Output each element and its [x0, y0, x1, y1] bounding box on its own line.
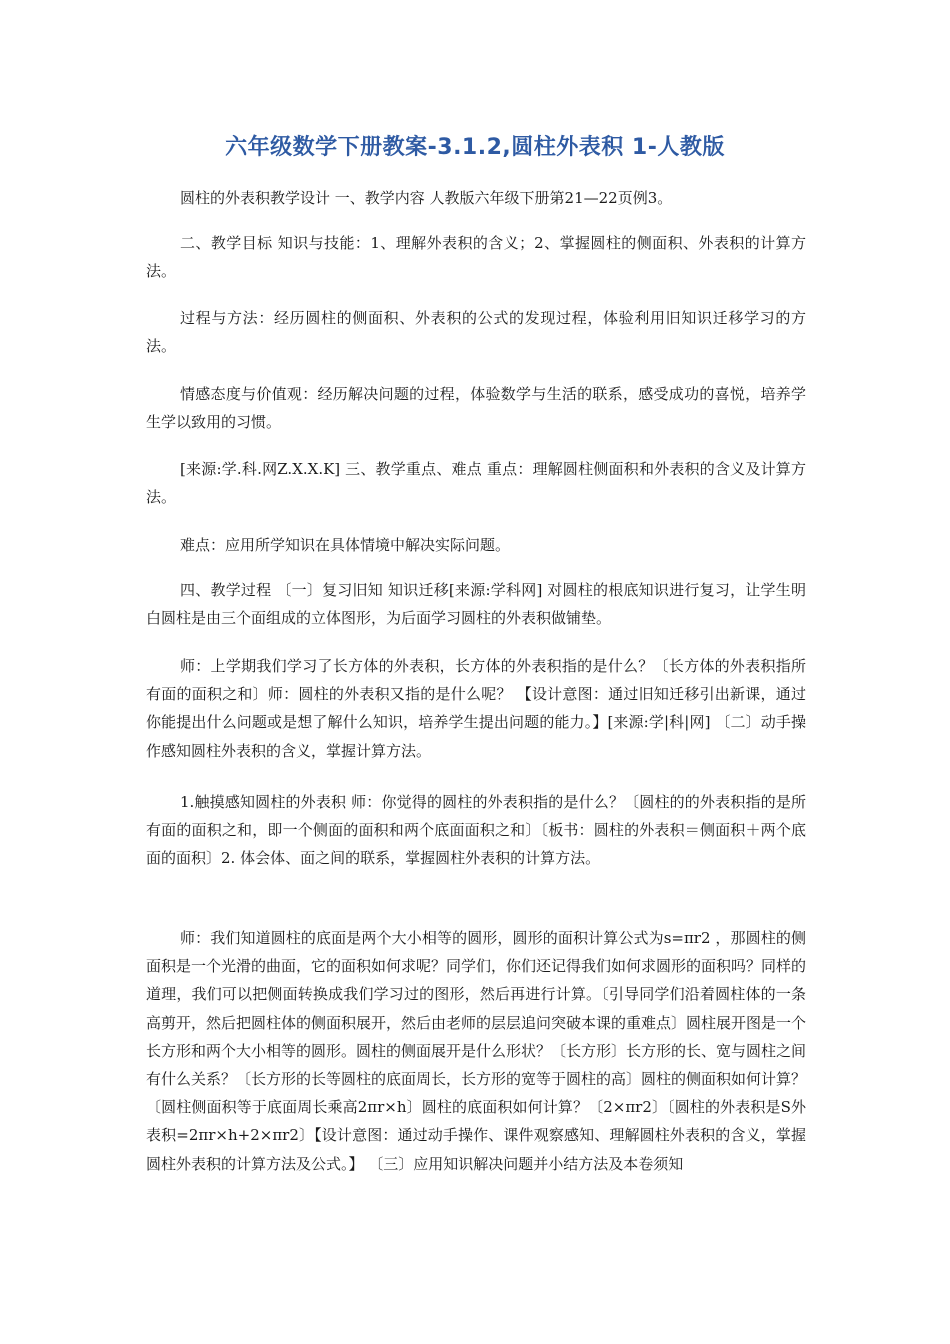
paragraph-lateral-area: 师：我们知道圆柱的底面是两个大小相等的圆形，圆形的面积计算公式为s=πr2 ，那圆柱的侧面积是一个光滑的曲面，它的面积如何求呢？同学们，你们还记得我们如何求圆形的面积吗？同样的道理，我们可以把侧面转换成我们学习过的图形，然后再进行计算。〔引导同学们沿着圆柱体的一条高剪开，然后把圆柱体的侧面积展开，然后由老师的层层追问突破本课的重难点〕圆柱展开图是一个长方形和两个大小相等的圆形。圆柱的侧面展开是什么形状？〔长方形〕长方形的长、宽与圆柱之间有什么关系？〔长方形的长等圆柱的底面周长，长方形的宽等于圆柱的高〕圆柱的侧面积如何计算？〔圆柱侧面积等于底面周长乘高2πr×h〕圆柱的底面积如何计算？〔2×πr2〕〔圆柱的外表积是S外表积=2πr×h+2×πr2〕【设计意图：通过动手操作、课件观察感知、理解圆柱外表积的含义，掌握圆柱外表积的计算方法及公式。】 〔三〕应用知识解决问题并小结方法及本卷须知	[146, 929, 807, 1173]
paragraph-difficulties: 难点：应用所学知识在具体情境中解决实际问题。	[180, 536, 511, 554]
paragraph-touch-perceive: 1.触摸感知圆柱的外表积 师：你觉得的圆柱的外表积指的是什么？〔圆柱的的外表积指的是所有面的面积之和，即一个侧面的面积和两个底面面积之和〕〔板书：圆柱的外表积＝侧面积＋两个底面的面积〕2. 体会体、面之间的联系，掌握圆柱外表积的计算方法。	[146, 793, 806, 868]
paragraph-review-dialogue: 师：上学期我们学习了长方体的外表积，长方体的外表积指的是什么？〔长方体的外表积指所有面的面积之和〕师：圆柱的外表积又指的是什么呢？ 【设计意图：通过旧知迁移引出新课，通过你能提出什么问题或是想了解什么知识，培养学生提出问题的能力。】[来源:学|科|网] 〔二〕动手操作感知圆柱外表积的含义，掌握计算方法。	[146, 657, 806, 760]
paragraph-process-method: 过程与方法：经历圆柱的侧面积、外表积的公式的发现过程，体验利用旧知识迁移学习的方法。	[146, 309, 806, 356]
paragraph-key-points: [来源:学.科.网Z.X.X.K] 三、教学重点、难点 重点：理解圆柱侧面积和外表积的含义及计算方法。	[146, 460, 806, 507]
paragraph-teaching-goals: 二、教学目标 知识与技能：1、理解外表积的含义；2、掌握圆柱的侧面积、外表积的计算方法。	[146, 234, 806, 281]
paragraph-attitude-values: 情感态度与价值观：经历解决问题的过程，体验数学与生活的联系，感受成功的喜悦，培养学生学以致用的习惯。	[146, 385, 806, 432]
paragraph-teaching-content: 圆柱的外表积教学设计 一、教学内容 人教版六年级下册第21—22页例3。	[180, 189, 673, 207]
document-title: 六年级数学下册教案-3.1.2,圆柱外表积 1-人教版	[225, 135, 725, 160]
paragraph-teaching-process: 四、教学过程 〔一〕复习旧知 知识迁移[来源:学科网] 对圆柱的根底知识进行复习，让学生明白圆柱是由三个面组成的立体图形，为后面学习圆柱的外表积做铺垫。	[146, 581, 806, 628]
